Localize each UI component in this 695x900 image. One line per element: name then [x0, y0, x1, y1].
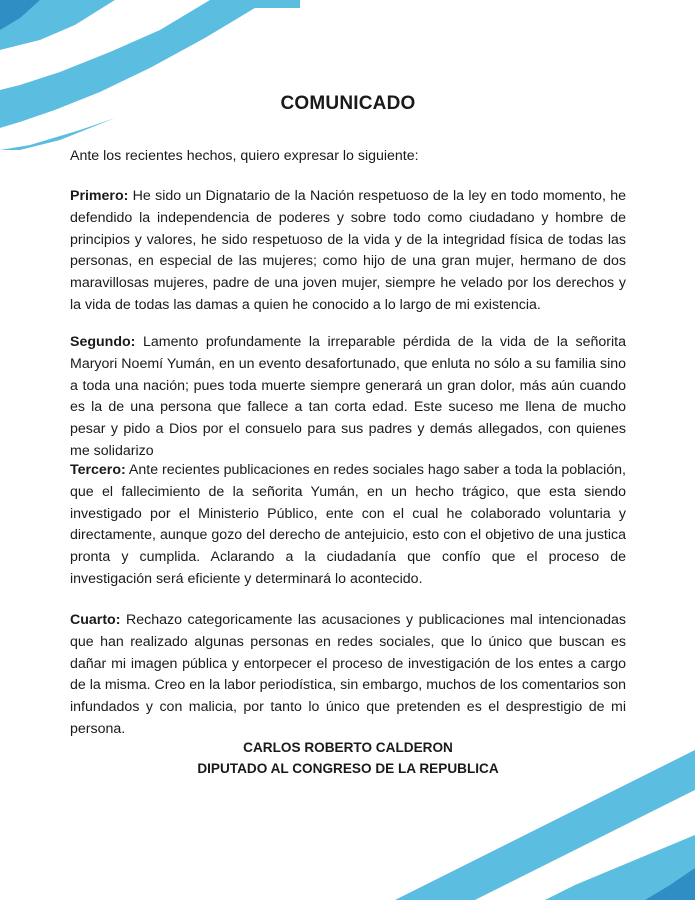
paragraph-label: Segundo: [70, 334, 136, 350]
paragraph-label: Cuarto: [70, 612, 121, 628]
paragraph-label: Tercero: [70, 462, 126, 478]
paragraph-text: He sido un Dignatario de la Nación respetuoso de la ley en todo momento, he defendido la independencia de poderes y sobre todo como ciudadano y hombre de principios y valores, he sido respetuoso de la vida y de la integridad física de todas las personas, en especial de las mujeres; como hijo de una gran mujer, hermano de dos maravillosas mujeres, padre de una joven mujer, siempre he velado por los derechos y la vida de todas las damas a quien he conocido a lo largo de mi existencia. [70, 188, 626, 313]
document-title: COMUNICADO [280, 93, 416, 114]
paragraph-text: Ante recientes publicaciones en redes sociales hago saber a toda la población, que el fallecimiento de la señorita Yumán, en un hecho trágico, que esta siendo investigado por el Ministerio Público, ente con el cual he colaborado voluntaria y directamente, aunque gozo del derecho de antejuicio, esto con el objetivo de una justica pronta y cumplida. Aclarando a la ciudadanía que confío que el proceso de investigación será eficiente y determinará lo acontecido. [70, 462, 626, 587]
signature-block [70, 737, 626, 779]
intro-text: Ante los recientes hechos, quiero expresar lo siguiente: [70, 148, 419, 164]
paragraph-primero [70, 186, 626, 317]
signatory-name: CARLOS ROBERTO CALDERON [243, 740, 453, 755]
paragraph-text: Lamento profundamente la irreparable pérdida de la vida de la señorita Maryori Noemí Yumán, en un evento desafortunado, que enluta no sólo a su familia sino a toda una nación; pues toda muerte siempre generará un gran dolor, más aún cuando es la de una persona que fallece a tan corta edad. Este suceso me llena de mucho pesar y pido a Dios por el consuelo para sus padres y demás allegados, con quienes me solidarizo [70, 334, 626, 459]
paragraph-segundo [70, 332, 626, 463]
paragraph-cuarto [70, 610, 626, 741]
paragraph-text: Rechazo categoricamente las acusaciones y publicaciones mal intencionadas que han realizado algunas personas en redes sociales, que lo único que buscan es dañar mi imagen pública y entorpecer el proceso de investigación de los entes a cargo de la misma. Creo en la labor periodística, sin embargo, muchos de los comentarios son infundados y con malicia, por tanto lo único que pretenden es el desprestigio de mi persona. [70, 612, 626, 737]
paragraph-tercero [70, 460, 626, 591]
paragraph-label: Primero: [70, 188, 129, 204]
flag-ribbon-top-decoration [0, 0, 300, 150]
signatory-position: DIPUTADO AL CONGRESO DE LA REPUBLICA [197, 761, 499, 776]
